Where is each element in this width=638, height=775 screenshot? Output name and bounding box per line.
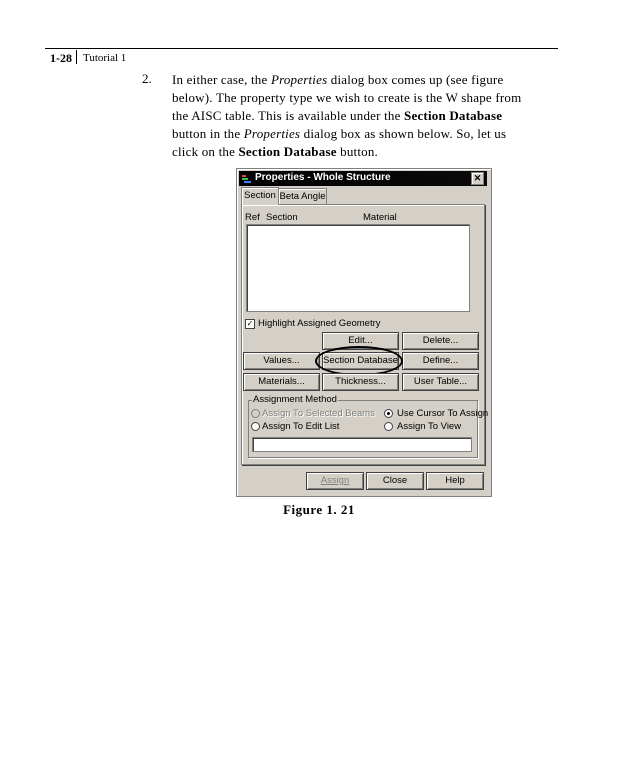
section-database-button[interactable]: Section Database	[322, 352, 399, 370]
paragraph-line: In either case, the Properties dialog box comes up (see figure	[172, 72, 504, 87]
page-number: 1-28	[50, 51, 72, 65]
step-number: 2.	[142, 71, 152, 86]
radio-assign-selected-beams-label: Assign To Selected Beams	[262, 408, 375, 419]
column-material: Material	[363, 212, 397, 223]
highlight-oval	[315, 346, 403, 376]
radio-use-cursor-label: Use Cursor To Assign	[397, 408, 489, 419]
assign-button[interactable]: Assign	[306, 472, 364, 490]
radio-assign-selected-beams[interactable]	[251, 409, 260, 418]
paragraph-line: click on the Section Database button.	[172, 144, 378, 159]
assignment-method-title: Assignment Method	[253, 394, 337, 405]
dialog-title: Properties - Whole Structure	[255, 172, 391, 183]
radio-use-cursor[interactable]	[384, 409, 393, 418]
paragraph-line: button in the Properties dialog box as shown below. So, let us	[172, 126, 507, 141]
italic-term: Properties	[270, 72, 328, 87]
header-rule	[45, 48, 558, 49]
thickness-button[interactable]: Thickness...	[322, 373, 399, 391]
step-paragraph	[172, 71, 552, 161]
delete-button[interactable]: Delete...	[402, 332, 479, 350]
italic-term: Properties	[243, 126, 301, 141]
chapter-title: Tutorial 1	[83, 52, 127, 64]
highlight-checkbox[interactable]: ✓	[246, 319, 254, 328]
values-button[interactable]: Values...	[243, 352, 320, 370]
paragraph-line: the AISC table. This is available under the Section Database	[172, 108, 503, 123]
define-button[interactable]: Define...	[402, 352, 479, 370]
help-button[interactable]: Help	[426, 472, 484, 490]
edit-button[interactable]: Edit...	[322, 332, 399, 350]
figure-caption: Figure 1. 21	[283, 502, 355, 517]
materials-button[interactable]: Materials...	[243, 373, 320, 391]
radio-assign-edit-list-label: Assign To Edit List	[262, 421, 340, 432]
tab-beta-angle[interactable]: Beta Angle	[278, 188, 327, 204]
paragraph-line: below). The property type we wish to create is the W shape from	[172, 90, 522, 105]
radio-assign-view-label: Assign To View	[397, 421, 462, 432]
close-icon[interactable]: ✕	[471, 172, 484, 185]
user-table-button[interactable]: User Table...	[402, 373, 479, 391]
properties-dialog	[236, 168, 492, 497]
radio-assign-view[interactable]	[384, 422, 393, 431]
edit-list-field[interactable]	[252, 437, 472, 452]
tab-section[interactable]: Section	[241, 187, 279, 205]
highlight-checkbox-label: Highlight Assigned Geometry	[258, 318, 381, 329]
column-ref: Ref	[245, 212, 260, 223]
app-icon	[242, 174, 252, 183]
header-divider	[76, 50, 77, 64]
bold-term: Section Database	[238, 144, 337, 159]
section-list[interactable]	[246, 224, 470, 312]
dialog-titlebar[interactable]	[239, 171, 487, 186]
bold-term: Section Database	[404, 108, 503, 123]
radio-assign-edit-list[interactable]	[251, 422, 260, 431]
column-section: Section	[266, 212, 298, 223]
close-button[interactable]: Close	[366, 472, 424, 490]
